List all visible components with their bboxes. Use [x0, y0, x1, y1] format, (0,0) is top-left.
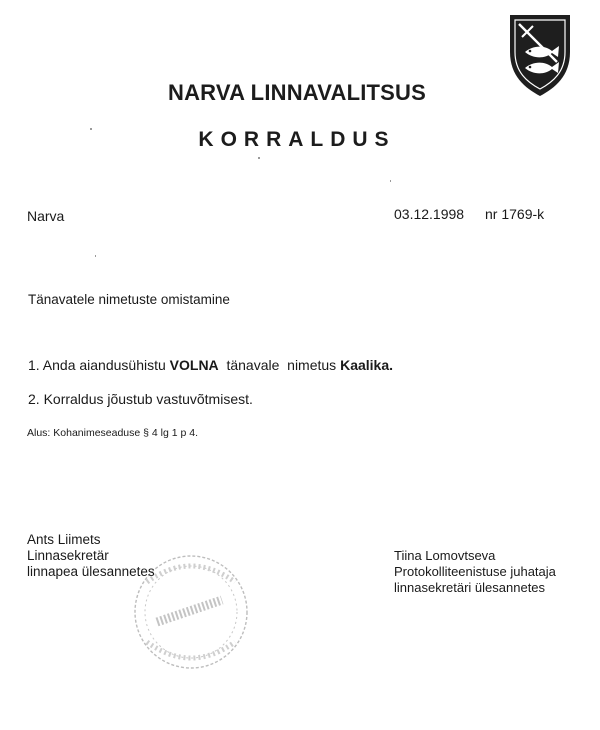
document-type-title: KORRALDUS [198, 128, 396, 151]
signer-left-name: Ants Liimets [27, 532, 101, 547]
signer-right-title: Protokolliteenistuse juhataja [394, 564, 556, 579]
scan-speck [258, 157, 260, 159]
signer-left-title: Linnasekretär [27, 548, 109, 563]
signer-right-capacity: linnasekretäri ülesannetes [394, 580, 546, 595]
signature-left [27, 532, 155, 580]
document-subject: Tänavatele nimetuste omistamine [28, 292, 230, 307]
signature-right [394, 548, 556, 596]
scan-speck [95, 255, 96, 257]
signer-left-capacity: linnapea ülesannetes [27, 564, 155, 579]
item-1-society-name: VOLNA [169, 357, 219, 373]
item-1-middle: tänavale nimetus [218, 357, 341, 373]
document-number: nr 1769-k [485, 206, 545, 222]
decision-item-1 [28, 357, 393, 373]
legal-basis: Alus: Kohanimeseaduse § 4 lg 1 p 4. [27, 427, 199, 439]
scan-speck [390, 180, 391, 182]
scan-speck [90, 128, 92, 130]
decision-item-2: 2. Korraldus jõustub vastuvõtmisest. [28, 391, 253, 407]
document-date: 03.12.1998 [394, 206, 465, 222]
item-1-prefix: 1. Anda aiandusühistu [28, 357, 170, 373]
item-1-street-name: Kaalika. [340, 357, 394, 373]
document-place: Narva [27, 208, 65, 224]
organization-title: NARVA LINNAVALITSUS [167, 80, 427, 105]
signer-right-name: Tiina Lomovtseva [394, 548, 496, 563]
